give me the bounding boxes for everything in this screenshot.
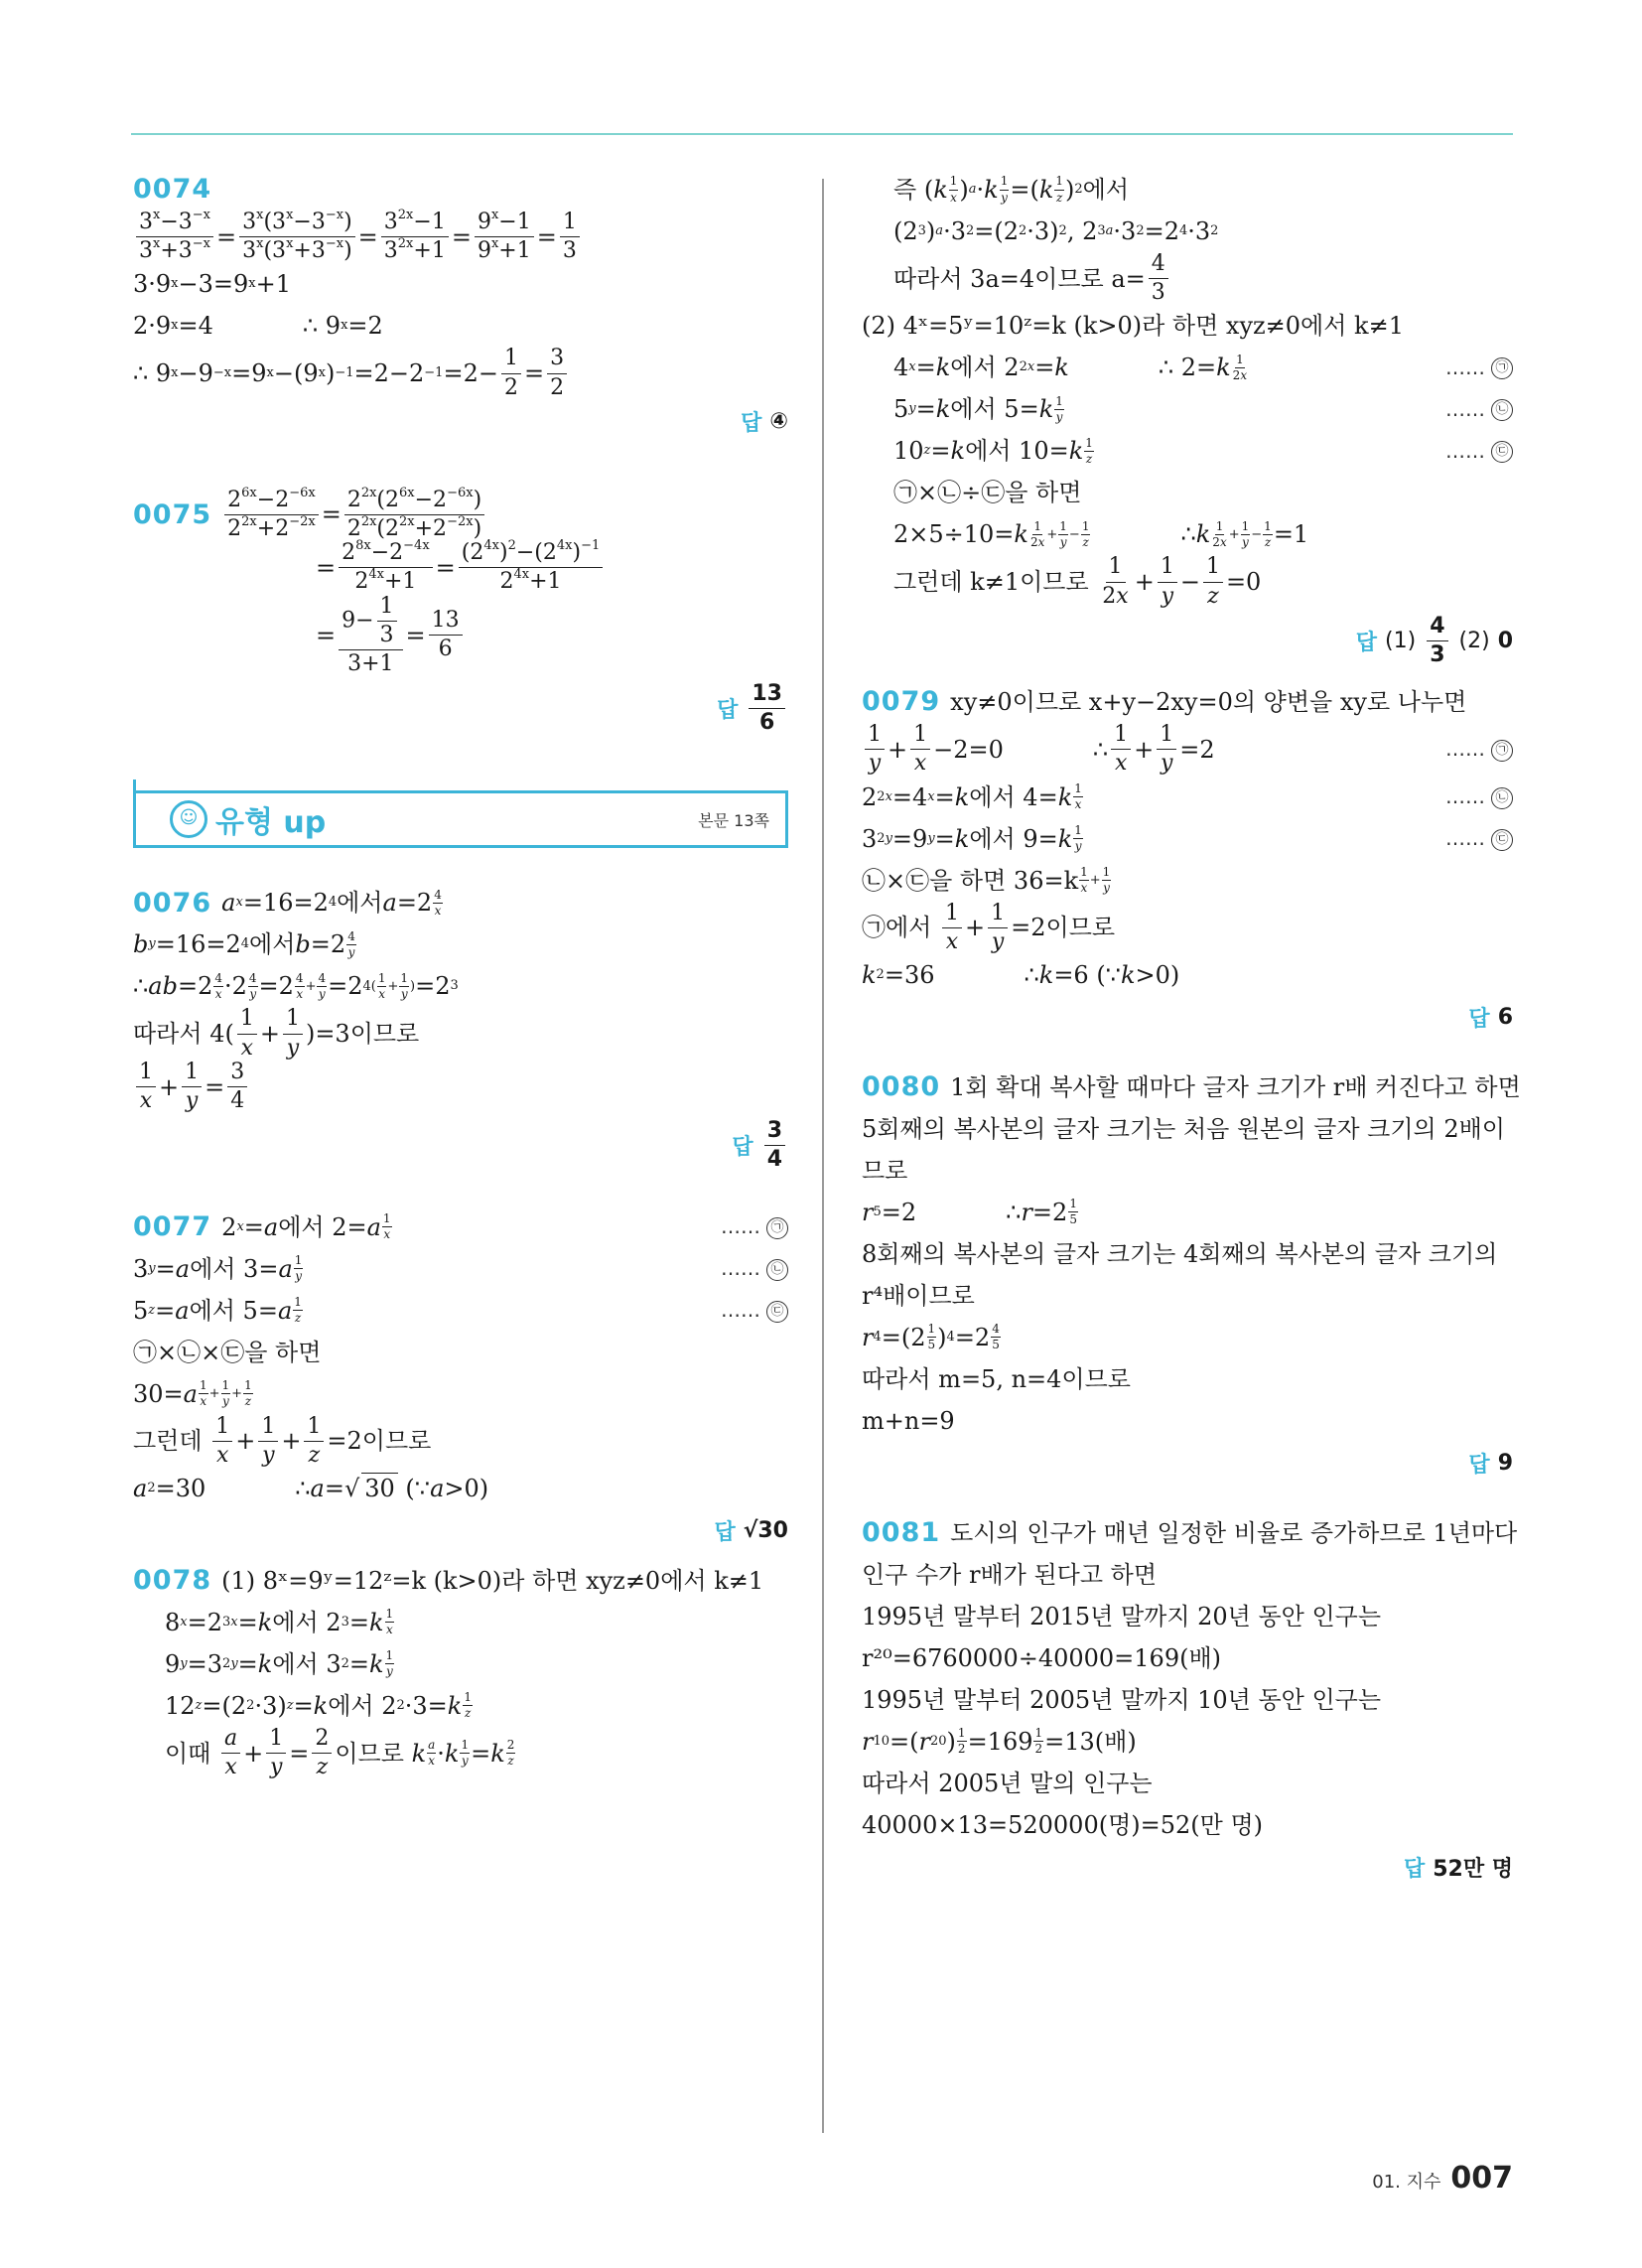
circle-mark-b: ㉡ xyxy=(1491,787,1513,809)
p0079-statement: xy≠0이므로 x+y−2xy=0의 양변을 xy로 나누면 xyxy=(950,688,1467,717)
p0079-line7: k 2 =36 ∴ k =6 (∵ k >0) xyxy=(862,960,1180,989)
circle-mark-c: ㉢ xyxy=(1491,441,1513,463)
p0078-line6: 즉 ( k $\frac{1}{x}$ ) a · k $\frac{1}{y}$ =( k $\frac{1}{z}$ ) 2 에서 xyxy=(893,174,1130,205)
p0076-line4: 따라서 4( $\frac{1}{x}$ + $\frac{1}{y}$ ) =3이므로 xyxy=(133,1006,420,1061)
problem-0074 xyxy=(133,169,788,437)
answer-numerator: 13 xyxy=(749,682,785,709)
p0077-line1: 0077 2 x = a 에서 2= a $\frac{1}{x}$ …… ㉠ xyxy=(133,1206,788,1248)
problem-0081 xyxy=(862,1512,1518,1883)
p0078-line1 xyxy=(133,1560,788,1602)
answer-value: ④ xyxy=(769,408,788,434)
problem-0078-part-b xyxy=(862,169,1513,667)
p0078-statement-1: (1) 8ˣ=9ʸ=12ᶻ=k (k>0)라 하면 xyz≠0에서 k≠1 xyxy=(221,1566,764,1595)
problem-0076 xyxy=(133,882,788,1172)
p0077-line2: 3 y = a 에서 3= a $\frac{1}{y}$ …… ㉡ xyxy=(133,1248,788,1290)
p0080-line3: 므로 xyxy=(862,1156,908,1185)
text-then: 따라서 xyxy=(133,1020,203,1049)
text-eq2: =2이므로 xyxy=(327,1427,432,1456)
answer-0079 xyxy=(862,1002,1513,1033)
circle-mark-a: ㉠ xyxy=(1491,357,1513,379)
p0078-line2: 8 x =2 3x = k 에서 2 3 = k $\frac{1}{x}$ xyxy=(165,1607,394,1637)
p0081-line2: 인구 수가 r배가 된다고 하면 xyxy=(862,1560,1158,1589)
text-op: ㉡×㉢을 하면 36=k xyxy=(862,866,1079,895)
p0080-line2: 5회째의 복사본의 글자 크기는 처음 원본의 글자 크기의 2배이 xyxy=(862,1114,1505,1143)
chapter-label: 01. 지수 xyxy=(1372,2172,1441,2193)
p0075-line3: = 9− $\frac{1}{3}$ 3+1 = $\frac{13}{6}$ xyxy=(133,595,788,677)
text-eseo: 에서 xyxy=(278,1212,325,1241)
p0075-line2: = $\frac{2^{8x}-2^{-4x}}{2^{4x}+1}$ = $\frac{(2^{4x})^2-(2^{4x})^{-1}}{2^{4x}+1}$ xyxy=(133,541,788,594)
text-from-a: ㉠에서 xyxy=(862,914,932,942)
smile-icon: ☺ xyxy=(170,800,207,838)
answer-label: 답 xyxy=(717,698,739,724)
p0076-line2: b y =16=2 4 에서 b =2 $\frac{4}{y}$ xyxy=(133,928,355,959)
answer-label: 답 xyxy=(741,410,762,436)
column-divider xyxy=(822,179,824,2133)
p0078-line8: 따라서 3a=4이므로 a= $\frac{4}{3}$ xyxy=(862,252,1513,305)
p0077-line7: a 2 =30 ∴ a =√ 30 (∵ a >0) xyxy=(133,1474,489,1503)
p0077-line4: ㉠×㉡×㉢을 하면 xyxy=(133,1338,322,1366)
p0080-line6: r⁴배이므로 xyxy=(862,1281,975,1310)
p0079-line3: 2 2x =4 x = k 에서 4= k $\frac{1}{x}$ …… ㉡ xyxy=(862,777,1513,818)
answer-0081 xyxy=(862,1852,1513,1883)
right-column xyxy=(862,169,1521,1883)
page-number: 007 xyxy=(1450,2161,1513,2196)
p0078-line12: 10 z = k 에서 10= k $\frac{1}{z}$ …… ㉢ xyxy=(862,430,1513,472)
p0081-line7: 따라서 2005년 말의 인구는 xyxy=(862,1769,1153,1797)
problem-number: 0078 xyxy=(133,1565,212,1597)
p0081-line5: 1995년 말부터 2005년 말까지 10년 동안 인구는 xyxy=(862,1685,1382,1714)
p0074-line3: 3·9 x −3=9 x +1 xyxy=(133,270,292,299)
circle-mark-c: ㉢ xyxy=(1491,829,1513,851)
answer-value: 9 xyxy=(1497,1450,1513,1476)
problem-0077 xyxy=(133,1206,788,1546)
p0078-line4: 12 z =(2 2 ·3) z = k 에서 2 2 ·3= k $\frac{1}{z}$ xyxy=(165,1690,472,1721)
problem-number: 0079 xyxy=(862,686,941,718)
p0074-line5: ∴ 9 x −9 −x =9 x −(9 x ) −1 =2−2 −1 =2− $\frac{1}{2}$ = $\frac{3}{2}$ xyxy=(133,347,788,399)
p0074-line2: $\frac{3^x-3^{-x}}{3^x+3^{-x}}$ = $\frac{3^x(3^x-3^{-x})}{3^x(3^x+3^{-x})}$ = $\frac{3^{2x}-1}{3^{2x}+1}$ = $\frac{9^x-1}{9^x+1}$ = $\frac{1}{3}$ xyxy=(133,211,788,263)
p0078-line14: 2×5÷10= k $\frac{1}{2x}$ + $\frac{1}{y}$ − $\frac{1}{z}$ ∴ k $\frac{1}{2x}$ + $\frac{1}{y}$ − $\frac{1}{z}$ =1 xyxy=(893,518,1309,549)
p0079-line5: ㉡×㉢을 하면 36=k $\frac{1}{x}$ + $\frac{1}{y}$ xyxy=(862,864,1111,895)
answer-0075 xyxy=(133,682,788,735)
p0076-line5: $\frac{1}{x}$ + $\frac{1}{y}$ = $\frac{3}{4}$ xyxy=(133,1061,788,1113)
p0081-statement-1: 도시의 인구가 매년 일정한 비율로 증가하므로 1년마다 xyxy=(950,1518,1518,1547)
section-title xyxy=(170,797,326,841)
p0079-line2: $\frac{1}{y}$ + $\frac{1}{x}$ −2=0 ∴ $\frac{1}{x}$ + $\frac{1}{y}$ =2 …… ㉠ xyxy=(862,723,1513,776)
p0078-line3: 9 y =3 2y = k 에서 3 2 = k $\frac{1}{y}$ xyxy=(165,1648,394,1679)
answer-value: 6 xyxy=(1497,1004,1513,1030)
p0078-line15: 그런데 k≠1이므로 $\frac{1}{2x}$ + $\frac{1}{y}$ − $\frac{1}{z}$ =0 xyxy=(893,554,1262,609)
answer-0078 xyxy=(862,615,1513,667)
circle-mark-b: ㉡ xyxy=(766,1259,788,1281)
box-corner-tick xyxy=(133,780,150,793)
answer-0077 xyxy=(133,1515,788,1546)
text-eq3: =3이므로 xyxy=(315,1020,420,1049)
p0074-line1 xyxy=(133,169,788,211)
p0080-line7: r 4 =(2 $\frac{1}{5}$ ) 4 =2 $\frac{4}{5}$ xyxy=(862,1322,1000,1352)
p0078-line10: 4 x = k 에서 2 2x = k ∴ 2= k $\frac{1}{2x}$ …… ㉠ xyxy=(862,347,1513,388)
top-rule xyxy=(131,133,1513,135)
p0080-line5: 8회째의 복사본의 글자 크기는 4회째의 복사본의 글자 크기의 xyxy=(862,1239,1498,1268)
answer-0074 xyxy=(133,406,788,437)
p0081-line8: 40000×13=520000(명)=52(만 명) xyxy=(862,1810,1264,1839)
p0079-line1 xyxy=(862,681,1513,723)
answer-numerator: 4 xyxy=(1427,615,1447,641)
circle-mark-b: ㉡ xyxy=(1491,399,1513,421)
problem-0078-part-a xyxy=(133,1560,788,1779)
text-when: 이때 xyxy=(165,1739,211,1768)
answer-denominator: 6 xyxy=(759,710,775,736)
p0081-line1 xyxy=(862,1512,1518,1554)
problem-number: 0076 xyxy=(133,887,212,919)
p0078-line5: 이때 $\frac{a}{x}$ + $\frac{1}{y}$ = $\frac{2}{z}$ 이므로 k $\frac{a}{x}$ · k $\frac{1}{y}$ = k $\frac{2}{z}$ xyxy=(165,1725,515,1780)
problem-0075 xyxy=(133,485,788,736)
p0076-line1: 0076 a x =16=2 4 에서 a =2 $\frac{4}{x}$ xyxy=(133,887,442,919)
p0077-line3: 5 z = a 에서 5= a $\frac{1}{z}$ …… ㉢ xyxy=(133,1290,788,1332)
circle-mark-c: ㉢ xyxy=(766,1301,788,1323)
p0081-line6: r 10 =( r 20 ) $\frac{1}{2}$ =169 $\frac{1}{2}$ =13(배) xyxy=(862,1726,1137,1757)
p0077-line6: 그런데 $\frac{1}{x}$ + $\frac{1}{y}$ + $\frac{1}{z}$ =2이므로 xyxy=(133,1413,432,1468)
p0079-line4: 3 2y =9 y = k 에서 9= k $\frac{1}{y}$ …… ㉢ xyxy=(862,818,1513,860)
p0079-line6: ㉠에서 $\frac{1}{x}$ + $\frac{1}{y}$ =2이므로 xyxy=(862,900,1116,954)
p0075-line1: 0075 $\frac{2^{6x}-2^{-6x}}{2^{2x}+2^{-2x}}$ = $\frac{2^{2x}(2^{6x}-2^{-6x})}{2^{2x}(2^{2x}+2^{-2x})}$ xyxy=(133,489,788,541)
page-footer xyxy=(1372,2161,1513,2196)
answer-value: √30 xyxy=(743,1517,788,1543)
circle-mark-a: ㉠ xyxy=(766,1217,788,1239)
p0078-line13: ㉠×㉡÷㉢을 하면 xyxy=(893,479,1082,507)
text-then-a: 따라서 3a=4이므로 a= xyxy=(893,264,1146,293)
answer-label: 답 xyxy=(1355,630,1378,655)
answer-part2-label: (2) xyxy=(1458,628,1490,653)
answer-denominator: 4 xyxy=(766,1147,782,1173)
answer-label: 답 xyxy=(1468,1006,1490,1032)
answer-numerator: 3 xyxy=(764,1119,785,1146)
problem-number: 0080 xyxy=(862,1071,941,1102)
p0080-statement-1: 1회 확대 복사할 때마다 글자 크기가 r배 커진다고 하면 xyxy=(950,1072,1521,1101)
answer-label: 답 xyxy=(1468,1452,1490,1478)
text-but: 그런데 k≠1이므로 xyxy=(893,568,1089,597)
problem-number: 0074 xyxy=(133,174,212,206)
text-eq2: =2이므로 xyxy=(1011,914,1116,942)
answer-0080 xyxy=(862,1448,1513,1479)
p0074-line4: 2·9 x =4 ∴ 9 x =2 xyxy=(133,312,383,341)
p0080-line4: r 5 =2 ∴ r =2 $\frac{1}{5}$ xyxy=(862,1197,1077,1227)
text-but: 그런데 xyxy=(133,1427,203,1456)
p0081-line3: 1995년 말부터 2015년 말까지 20년 동안 인구는 xyxy=(862,1602,1382,1630)
problem-0079 xyxy=(862,681,1513,1033)
p0080-line1 xyxy=(862,1066,1521,1108)
text-eseo: 에서 xyxy=(1082,176,1130,204)
answer-value: 52만 명 xyxy=(1433,1856,1513,1882)
p0078-line7: (2 3 ) a ·3 2 =(2 2 ·3) 2 , 2 3a ·3 2 =2 4 ·3 2 xyxy=(893,217,1219,245)
text-then: 즉 xyxy=(893,176,917,204)
problem-number: 0075 xyxy=(133,498,212,530)
answer-0076 xyxy=(133,1119,788,1172)
type-up-section-box xyxy=(133,790,788,848)
answer-label: 답 xyxy=(732,1135,753,1161)
p0076-line3: ∴ ab =2 $\frac{4}{x}$ ·2 $\frac{4}{y}$ =2 $\frac{4}{x}$ + $\frac{4}{y}$ =2 4( $\frac{1}{x}$ + $\frac{1}{y}$ ) =2 3 xyxy=(133,970,459,1001)
circle-mark-a: ㉠ xyxy=(1491,740,1513,762)
p0080-line8: 따라서 m=5, n=4이므로 xyxy=(862,1364,1131,1393)
p0077-line5: 30= a $\frac{1}{x}$ + $\frac{1}{y}$ + $\frac{1}{z}$ xyxy=(133,1377,252,1409)
answer-label: 답 xyxy=(1403,1856,1426,1882)
answer-part1-label: (1) xyxy=(1385,628,1417,653)
problem-0080 xyxy=(862,1066,1521,1479)
p0078-line11: 5 y = k 에서 5= k $\frac{1}{y}$ …… ㉡ xyxy=(862,388,1513,430)
section-title-text: 유형 up xyxy=(215,805,327,841)
left-column xyxy=(133,169,788,1779)
p0080-line9: m+n=9 xyxy=(862,1406,955,1435)
answer-denominator: 3 xyxy=(1430,641,1445,667)
answer-label: 답 xyxy=(714,1519,736,1545)
text-imeuro: 이므로 xyxy=(335,1739,404,1768)
problem-number: 0077 xyxy=(133,1210,212,1242)
textbook-page-ref: 본문 13쪽 xyxy=(698,810,769,830)
answer-part2-value: 0 xyxy=(1497,628,1513,653)
p0078-line9: (2) 4ˣ=5ʸ=10ᶻ=k (k>0)라 하면 xyz≠0에서 k≠1 xyxy=(862,312,1404,341)
p0081-line4: r²⁰=6760000÷40000=169(배) xyxy=(862,1643,1221,1672)
problem-number: 0081 xyxy=(862,1517,941,1548)
